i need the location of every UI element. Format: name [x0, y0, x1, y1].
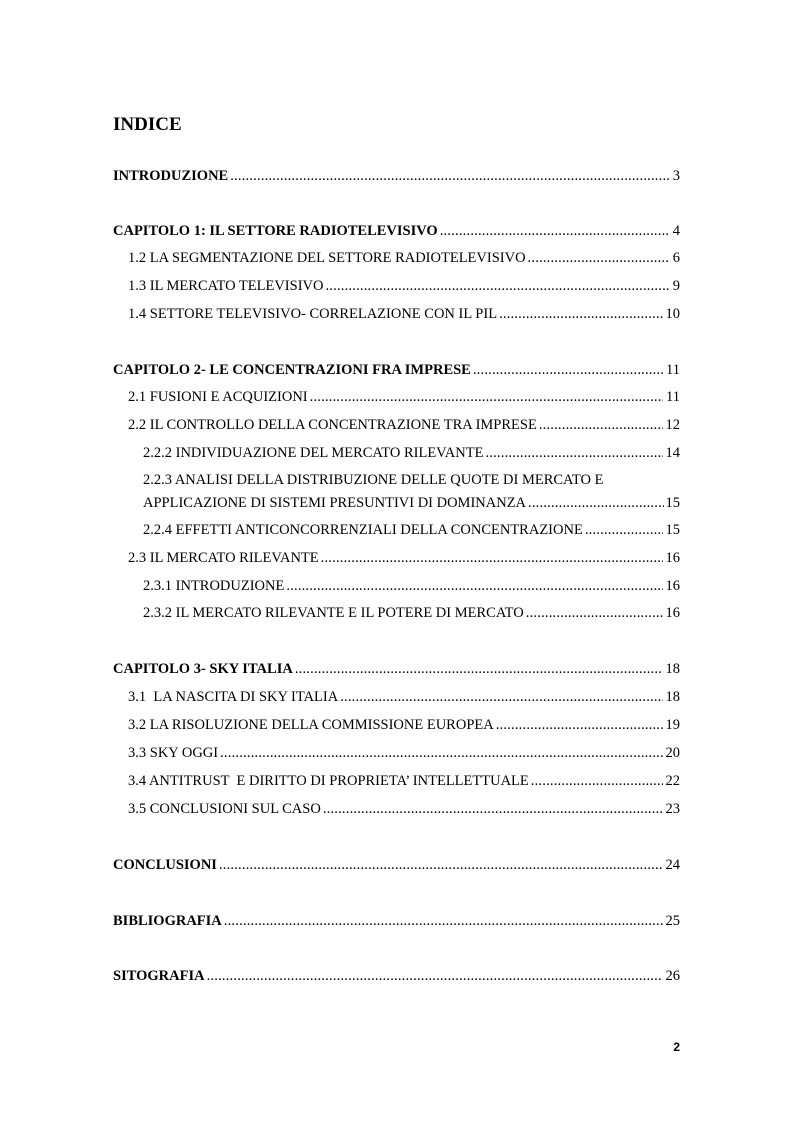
toc-entry-2-2-3[interactable] [143, 471, 680, 512]
toc-entry-bibliografia[interactable] [113, 912, 680, 930]
toc-entry-page: 15 [665, 495, 680, 511]
toc-entry-title: 3.4 ANTITRUST E DIRITTO DI PROPRIETA’ INTELLETTUALE [128, 773, 529, 789]
toc-entry-sitografia[interactable] [113, 967, 680, 985]
toc-entry-1-2[interactable] [128, 249, 680, 267]
toc-entry-page: 24 [665, 857, 680, 873]
toc-entry-page: 3 [672, 168, 680, 184]
toc-entry-page: 22 [665, 773, 680, 789]
toc-entry-capitolo-3[interactable] [113, 660, 680, 678]
toc-entry-title: 2.3.1 INTRODUZIONE [143, 578, 285, 594]
toc-entry-title: INTRODUZIONE [113, 168, 229, 184]
toc-entry-2-3[interactable] [128, 549, 680, 567]
dot-leader [528, 249, 670, 267]
dot-leader [585, 521, 663, 539]
toc-entry-title: 3.2 LA RISOLUZIONE DELLA COMMISSIONE EUROPEA [128, 717, 494, 733]
toc-entry-title: 1.3 IL MERCATO TELEVISIVO [128, 278, 324, 294]
toc-entry-title: CAPITOLO 1: IL SETTORE RADIOTELEVISIVO [113, 223, 438, 239]
toc-entry-continuation [143, 494, 680, 512]
toc-entry-page: 18 [665, 661, 680, 677]
toc-entry-3-4[interactable] [128, 772, 680, 790]
toc-entry-page: 9 [672, 278, 680, 294]
dot-leader [528, 494, 663, 512]
toc-entry-3-2[interactable] [128, 716, 680, 734]
toc-entry-title: SITOGRAFIA [113, 968, 205, 984]
toc-entry-page: 14 [665, 445, 680, 461]
dot-leader [321, 549, 663, 567]
toc-entry-capitolo-2[interactable] [113, 361, 680, 379]
toc-entry-page: 20 [665, 745, 680, 761]
dot-leader [473, 361, 663, 379]
toc-entry-title: 1.2 LA SEGMENTAZIONE DEL SETTORE RADIOTELEVISIVO [128, 250, 526, 266]
dot-leader [531, 772, 663, 790]
dot-leader [526, 604, 663, 622]
toc-entry-2-2-4[interactable] [143, 521, 680, 539]
toc-entry-title: 2.3.2 IL MERCATO RILEVANTE E IL POTERE DI MERCATO [143, 605, 524, 621]
toc-entry-page: 26 [665, 968, 680, 984]
toc-entry-title: 3.1 LA NASCITA DI SKY ITALIA [128, 689, 339, 705]
dot-leader [499, 305, 662, 323]
dot-leader [539, 416, 663, 434]
toc-entry-page: 10 [665, 306, 680, 322]
toc-entry-title: BIBLIOGRAFIA [113, 913, 222, 929]
dot-leader [295, 660, 663, 678]
toc-entry-title: 2.1 FUSIONI E ACQUIZIONI [128, 389, 308, 405]
toc-entry-page: 18 [665, 689, 680, 705]
toc-entry-page: 16 [665, 605, 680, 621]
toc-entry-title: CAPITOLO 2- LE CONCENTRAZIONI FRA IMPRESE [113, 362, 471, 378]
toc-entry-1-4[interactable] [128, 305, 680, 323]
toc-entry-2-1[interactable] [128, 388, 680, 406]
dot-leader [207, 967, 663, 985]
toc-entry-2-2-2[interactable] [143, 444, 680, 462]
toc-entry-title: 2.2 IL CONTROLLO DELLA CONCENTRAZIONE TRA IMPRESE [128, 417, 537, 433]
toc-entry-title: 3.5 CONCLUSIONI SUL CASO [128, 801, 321, 817]
dot-leader [224, 912, 663, 930]
toc-entry-page: 11 [666, 362, 680, 378]
toc-entry-page: 11 [666, 389, 680, 405]
toc-entry-capitolo-1[interactable] [113, 222, 680, 240]
dot-leader [496, 716, 663, 734]
toc-entry-title: 3.3 SKY OGGI [128, 745, 219, 761]
toc-entry-page: 4 [672, 223, 680, 239]
dot-leader [323, 800, 663, 818]
toc-entry-2-2[interactable] [128, 416, 680, 434]
dot-leader [219, 856, 663, 874]
toc-entry-page: 16 [665, 550, 680, 566]
dot-leader [230, 167, 670, 185]
toc-entry-3-3[interactable] [128, 744, 680, 762]
toc-entry-page: 25 [665, 913, 680, 929]
toc-entry-title: 1.4 SETTORE TELEVISIVO- CORRELAZIONE CON IL PIL [128, 306, 498, 322]
dot-leader [340, 688, 662, 706]
toc-entry-title: 2.2.4 EFFETTI ANTICONCORRENZIALI DELLA CONCENTRAZIONE [143, 522, 583, 538]
page-number: 2 [673, 1040, 680, 1054]
dot-leader [485, 444, 662, 462]
toc-entry-3-1[interactable] [128, 688, 680, 706]
toc-entry-2-3-1[interactable] [143, 577, 680, 595]
toc-entry-page: 15 [665, 522, 680, 538]
dot-leader [440, 222, 670, 240]
dot-leader [310, 388, 663, 406]
toc-entry-title: 2.2.3 ANALISI DELLA DISTRIBUZIONE DELLE QUOTE DI MERCATO E [143, 472, 604, 488]
toc-entry-page: 12 [665, 417, 680, 433]
toc-entry-2-3-2[interactable] [143, 604, 680, 622]
toc-entry-1-3[interactable] [128, 277, 680, 295]
toc-entry-page: 19 [665, 717, 680, 733]
toc-entry-page: 23 [665, 801, 680, 817]
toc-entry-title-continued: APPLICAZIONE DI SISTEMI PRESUNTIVI DI DOMINANZA [143, 495, 527, 511]
toc-heading: INDICE [113, 114, 182, 135]
toc-entry-title: CONCLUSIONI [113, 857, 217, 873]
dot-leader [325, 277, 669, 295]
toc-entry-title: CAPITOLO 3- SKY ITALIA [113, 661, 293, 677]
toc-entry-page: 16 [665, 578, 680, 594]
toc-entry-introduzione[interactable] [113, 167, 680, 185]
dot-leader [286, 577, 662, 595]
toc-entry-title: 2.3 IL MERCATO RILEVANTE [128, 550, 319, 566]
toc-entry-title: 2.2.2 INDIVIDUAZIONE DEL MERCATO RILEVANTE [143, 445, 484, 461]
toc-entry-conclusioni[interactable] [113, 856, 680, 874]
toc-entry-3-5[interactable] [128, 800, 680, 818]
toc-entry-page: 6 [672, 250, 680, 266]
dot-leader [220, 744, 662, 762]
